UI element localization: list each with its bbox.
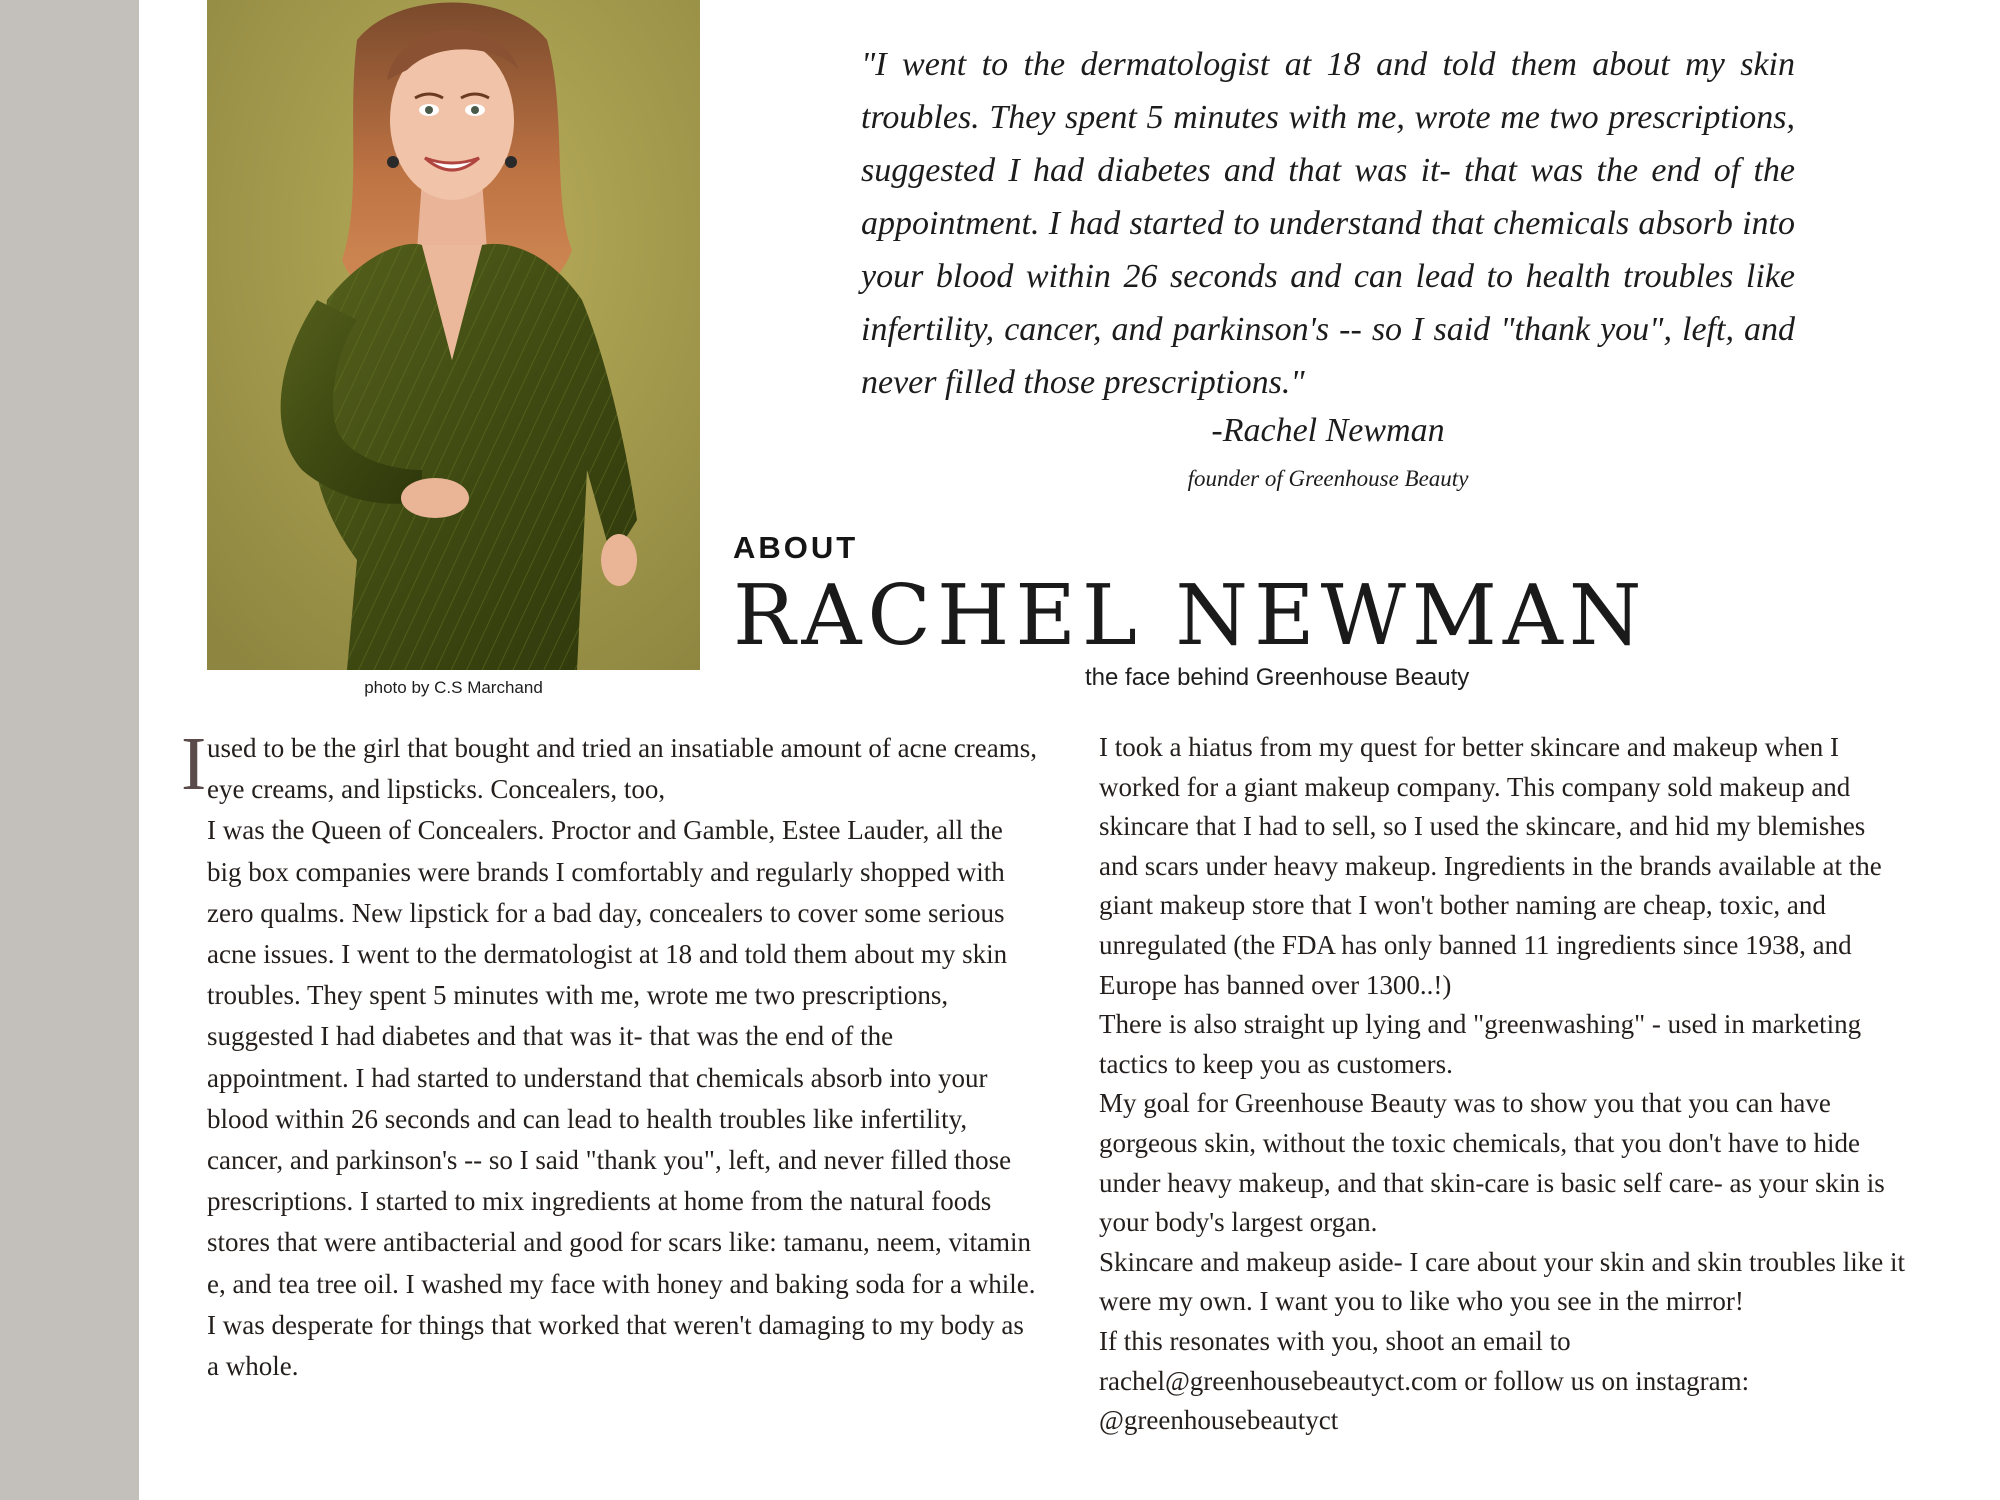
left-sidebar-band <box>0 0 139 1500</box>
drop-cap: I <box>181 722 207 806</box>
body-column-left <box>207 728 1037 1387</box>
body-paragraph: There is also straight up lying and "greenwashing" - used in marketing tactics to keep you as customers. <box>1099 1009 1862 1079</box>
body-column-right <box>1099 728 1909 1441</box>
body-paragraph: If this resonates with you, shoot an email to rachel@greenhousebeautyct.com or follow us on instagram: @greenhousebeautyct <box>1099 1325 1750 1436</box>
section-label: ABOUT <box>733 530 859 565</box>
body-paragraph: I was the Queen of Concealers. Proctor and Gamble, Estee Lauder, all the big box companies were brands I comfortably and regularly shopped with zero qualms. New lipstick for a bad day, concealers to cover some serious acne issues. I went to the dermatologist at 18 and told them about my skin troubles. They spent 5 minutes with me, wrote me two prescriptions, suggested I had diabetes and that was it- that was the end of the appointment. I had started to understand that chemicals absorb into your blood within 26 seconds and can lead to health troubles like infertility, cancer, and parkinson's -- so I said "thank you", left, and never filled those prescriptions. I started to mix ingredients at home from the natural foods stores that were antibacterial and good for scars like: tamanu, neem, vitamin e, and tea tree oil. I washed my face with honey and baking soda for a while. I was desperate for things that worked that weren't damaging to my body as a whole. <box>207 815 1036 1382</box>
page-title: RACHEL NEWMAN <box>733 567 1648 664</box>
subtitle: the face behind Greenhouse Beauty <box>1085 664 1470 691</box>
portrait-photo <box>207 0 700 670</box>
body-paragraph: My goal for Greenhouse Beauty was to show you that you can have gorgeous skin, without the toxic chemicals, that you don't have to hide under heavy makeup, and that skin-care is basic self care- as your skin is your body's largest organ. <box>1099 1088 1885 1238</box>
body-paragraph: used to be the girl that bought and tried an insatiable amount of acne creams, eye creams, and lipsticks. Concealers, too, <box>207 733 1037 805</box>
body-paragraph: Skincare and makeup aside- I care about your skin and skin troubles like it were my own. I want you to like who you see in the mirror! <box>1099 1246 1906 1317</box>
pull-quote: "I went to the dermatologist at 18 and told them about my skin troubles. They spent 5 minutes with me, wrote me two prescriptions, suggested I had diabetes and that was it- that was the end of the appointment. I had started to understand that chemicals absorb into your blood within 26 seconds and can lead to health troubles like infertility, cancer, and parkinson's -- so I said "thank you", left, and never filled those prescriptions." <box>861 46 1795 401</box>
quote-author: -Rachel Newman <box>1211 412 1445 449</box>
photo-credit: photo by C.S Marchand <box>364 678 543 697</box>
body-paragraph: I took a hiatus from my quest for better skincare and makeup when I worked for a giant makeup company. This company sold makeup and skincare that I had to sell, so I used the skincare, and hid my blemishes and scars under heavy makeup. Ingredients in the brands available at the giant makeup store that I won't bother naming are cheap, toxic, and unregulated (the FDA has only banned 11 ingredients since 1938, and Europe has banned over 1300..!) <box>1099 732 1882 1000</box>
quote-author-role: founder of Greenhouse Beauty <box>1187 466 1469 491</box>
